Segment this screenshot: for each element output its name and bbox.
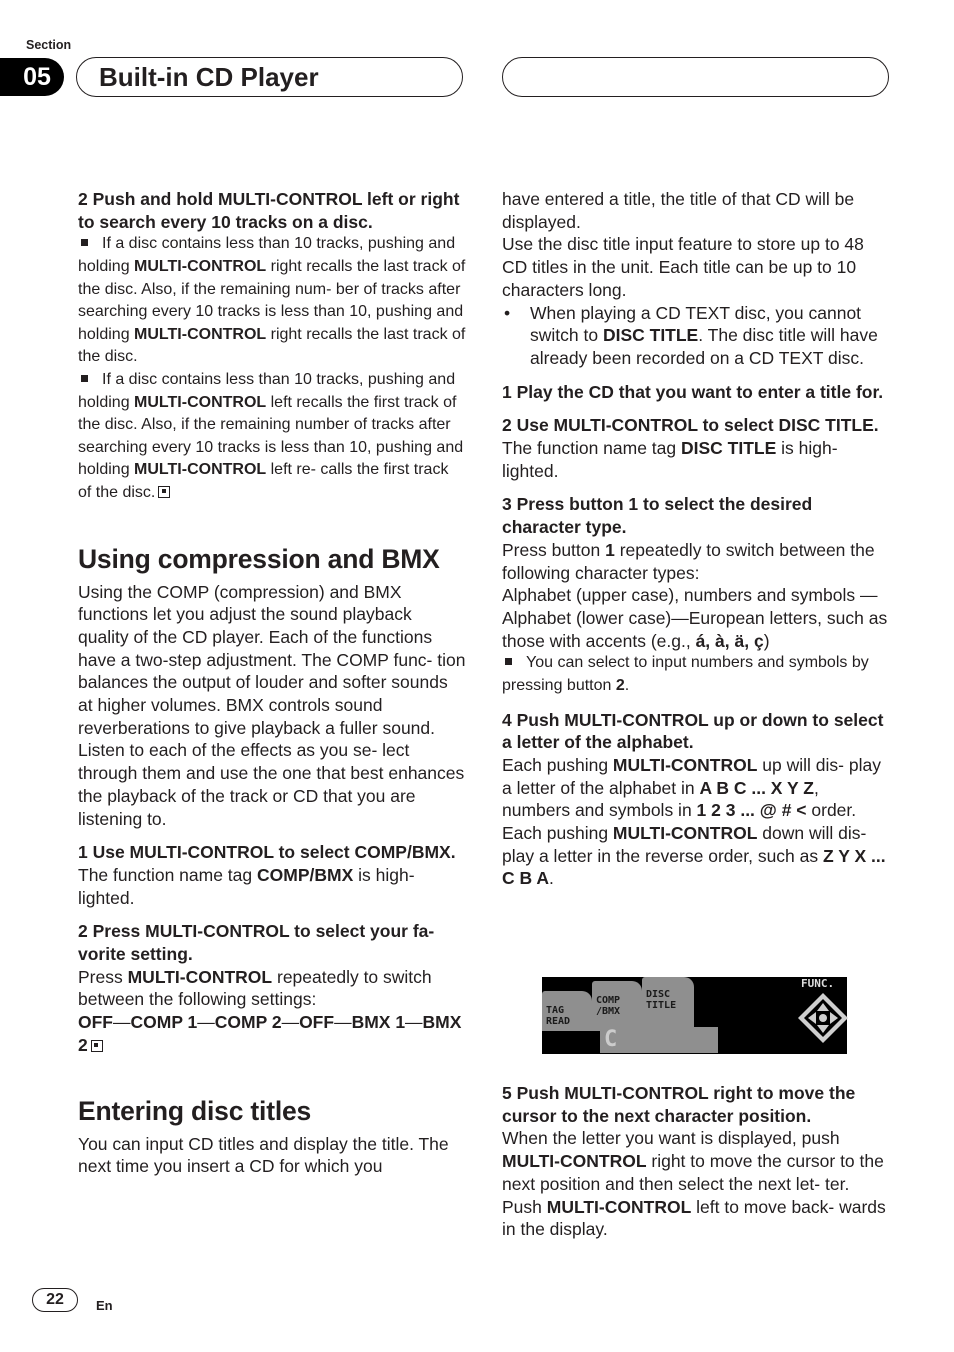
compression-body: Using the COMP (compression) and BMX functions let you adjust the sound playback quality of the CD player. Each of the functions have a two-step adjustment. The COMP func- tion balances the output of louder and softer sounds at higher volumes. BMX controls sound reverberations to give playback a fuller sound. Listen to each of the effects as you se- lect through them and use the one that best enhances the playback of the track or CD that you are listening to.	[78, 581, 466, 829]
step-2-heading: 2 Push and hold MULTI-CONTROL left or right to search every 10 tracks on a disc.	[78, 189, 460, 232]
disc-step-3-heading: 3 Press button 1 to select the desired character type.	[502, 494, 813, 538]
settings-sequence: OFF—COMP 1—COMP 2—OFF—BMX 1—BMX 2	[78, 1012, 462, 1055]
disc-step-2-heading: 2 Use MULTI-CONTROL to select DISC TITLE.	[502, 415, 879, 436]
disc-step-4-heading: 4 Push MULTI-CONTROL up or down to select a letter of the alphabet.	[502, 709, 884, 753]
entry-character: C	[604, 1027, 618, 1052]
heading-compression-bmx: Using compression and BMX	[78, 543, 440, 574]
disc-step-5-heading: 5 Push MULTI-CONTROL right to move the cursor to the next character position.	[502, 1083, 856, 1126]
title-entry-field	[600, 1027, 718, 1053]
tab-comp-bmx: COMP /BMX	[592, 981, 642, 1031]
language-code: En	[96, 1298, 113, 1313]
section-number-badge: 05	[0, 58, 64, 96]
header-empty-pill	[502, 57, 889, 97]
chapter-title: Built-in CD Player	[76, 57, 463, 97]
comp-step-1-heading: 1 Use MULTI-CONTROL to select COMP/BMX.	[78, 842, 456, 863]
section-label: Section	[26, 38, 72, 52]
square-bullet-icon	[505, 658, 512, 665]
cd-text-bullet: • When playing a CD TEXT disc, you cannot switch to DISC TITLE. The disc title will have already been recorded on a CD TEXT disc.	[504, 302, 878, 368]
tab-tag-read: TAG READ	[542, 991, 592, 1031]
disc-step-4-body: Each pushing MULTI-CONTROL up will dis- play a letter of the alphabet in A B C ... X Y Z, numbers and symbols in 1 2 3 ... @ # < order. Each pushing MULTI-CONTROL down will dis- play a letter in the reverse order, such as Z Y X ... C B A.	[502, 754, 886, 889]
disc-titles-body: You can input CD titles and display the title. The next time you insert a CD for which you	[78, 1133, 449, 1177]
end-mark-icon	[91, 1040, 103, 1052]
func-label: FUNC.	[801, 977, 835, 990]
right-column-step5	[502, 1071, 890, 1241]
display-illustration	[542, 977, 847, 1054]
note-last-track: If a disc contains less than 10 tracks, pushing and holding MULTI-CONTROL right recalls the last track of the disc. Also, if the remaining num- ber of tracks after searching every 10 tracks is less than 10, pushing and holding MULTI-CONTROL right recalls the last track of the disc.	[78, 235, 466, 366]
multi-control-pad-icon	[796, 991, 850, 1045]
end-mark-icon	[158, 486, 170, 498]
heading-disc-titles: Entering disc titles	[78, 1095, 312, 1126]
left-column	[78, 188, 466, 1178]
square-bullet-icon	[81, 239, 88, 246]
disc-titles-continued: have entered a title, the title of that CD will be displayed.	[502, 189, 855, 232]
tab-disc-title: DISC TITLE	[642, 977, 694, 1027]
disc-step-5-body: When the letter you want is displayed, push MULTI-CONTROL right to move the cursor to the next position and then select the next let- ter. Push MULTI-CONTROL left to move back- wards in the display.	[502, 1128, 886, 1240]
note-first-track: If a disc contains less than 10 tracks, pushing and holding MULTI-CONTROL left recalls the first track of the disc. Also, if the remaining number of tracks after searching every 10 tracks is less than 10, pushing and holding MULTI-CONTROL left re- calls the first track of the disc.	[78, 370, 464, 501]
page-number: 22	[32, 1288, 78, 1312]
disc-step-2-body: The function name tag DISC TITLE is high- lighted.	[502, 438, 838, 481]
note-numbers-symbols: You can select to input numbers and symbols by pressing button 2.	[502, 654, 869, 694]
right-column	[502, 188, 890, 890]
bullet-dot-icon: •	[504, 302, 511, 323]
disc-step-1-heading: 1 Play the CD that you want to enter a title for.	[502, 381, 884, 402]
square-bullet-icon	[81, 375, 88, 382]
disc-titles-capacity: Use the disc title input feature to store up to 48 CD titles in the unit. Each title can be up to 10 characters long.	[502, 234, 864, 300]
character-types: Alphabet (upper case), numbers and symbols —Alphabet (lower case)—European letters, such as those with accents (e.g., á, à, ä, ç)	[502, 585, 888, 651]
disc-step-3-body: Press button 1 repeatedly to switch between the following character types:	[502, 539, 875, 583]
comp-step-2-heading: 2 Press MULTI-CONTROL to select your fa- vorite setting.	[78, 921, 435, 965]
comp-step-1-body: The function name tag COMP/BMX is high- lighted.	[78, 864, 415, 908]
comp-step-2-body: Press MULTI-CONTROL repeatedly to switch between the following settings:	[78, 966, 432, 1010]
